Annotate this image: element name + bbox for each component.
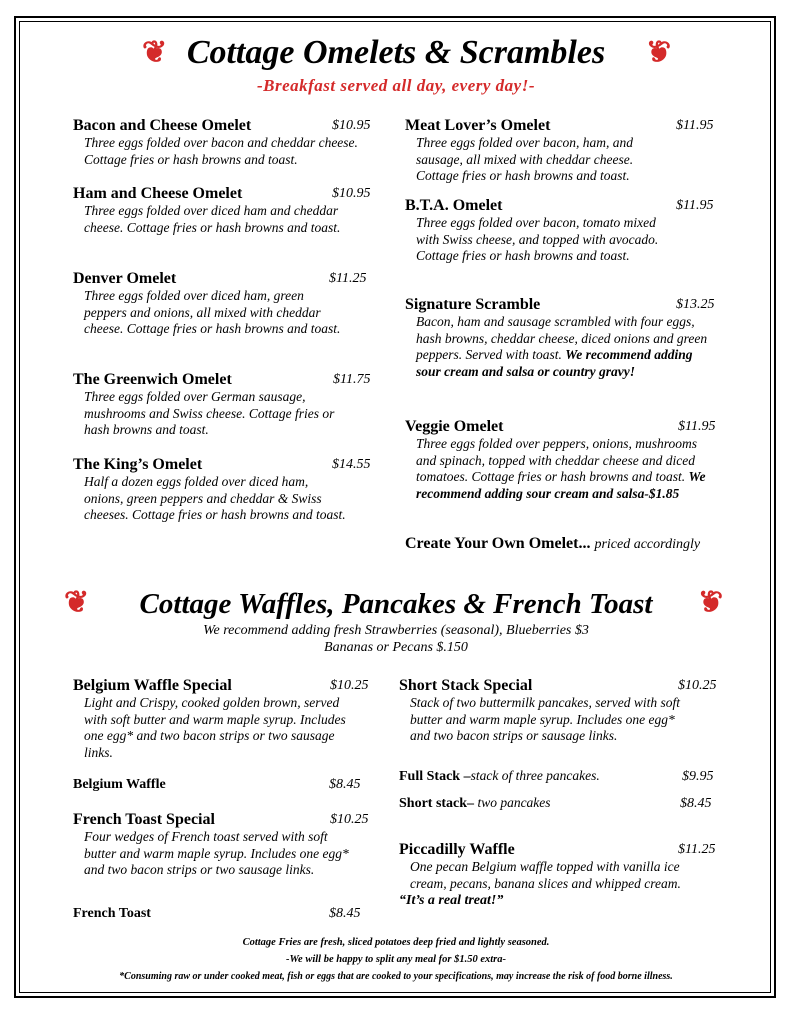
menu-item-denver-omelet	[73, 269, 373, 338]
item-description: Four wedges of French toast served with soft butter and warm maple syrup. Includes one egg* and two bacon strips or two sausage links.	[84, 829, 349, 878]
item-name: Veggie Omelet	[405, 418, 504, 435]
omelets-subtitle: -Breakfast served all day, every day!-	[256, 76, 535, 95]
item-price: $10.25	[330, 678, 369, 693]
item-price: $11.75	[333, 372, 371, 387]
menu-item-full-stack	[399, 767, 719, 786]
item-price: $11.95	[678, 419, 716, 434]
menu-item-signature-scramble	[405, 295, 720, 380]
item-description: Three eggs folded over bacon, tomato mixed with Swiss cheese, and topped with avocado. Cottage fries or hash browns and toast.	[416, 215, 659, 264]
swirl-ornament-left: ❦	[142, 36, 168, 69]
menu-item-ham-cheese-omelet	[73, 184, 373, 236]
item-price: $8.45	[329, 777, 361, 792]
item-price: $11.25	[329, 271, 367, 286]
item-inline-desc: two pancakes	[474, 795, 551, 810]
menu-item-french-toast-special	[73, 810, 373, 879]
item-price: $8.45	[680, 796, 712, 811]
item-price: $9.95	[682, 769, 714, 784]
item-name: Short Stack Special	[399, 677, 533, 694]
omelets-section-title: Cottage Omelets & Scrambles	[186, 34, 606, 71]
create-your-own-omelet	[405, 535, 700, 553]
item-price: $14.55	[332, 457, 371, 472]
item-description: Three eggs folded over bacon, ham, and sausage, all mixed with cheddar cheese. Cottage fries or hash browns and toast.	[416, 135, 634, 184]
item-price-note: priced accordingly	[594, 537, 701, 552]
item-name: Ham and Cheese Omelet	[73, 185, 243, 202]
menu-item-veggie-omelet	[405, 417, 720, 502]
waffles-section-title: Cottage Waffles, Pancakes & French Toast	[139, 588, 653, 620]
menu-item-french-toast	[73, 904, 373, 923]
item-inline-desc: stack of three pancakes.	[470, 768, 600, 783]
item-tagline: “It’s a real treat!”	[399, 893, 504, 909]
menu-item-short-stack-special	[399, 676, 719, 745]
item-name: Denver Omelet	[73, 270, 177, 287]
swirl-ornament-right: ❦	[698, 586, 724, 619]
item-name: Meat Lover’s Omelet	[405, 117, 551, 134]
item-name: Create Your Own Omelet...	[405, 535, 591, 552]
item-price: $11.95	[676, 198, 714, 213]
footer-split-meal-note: -We will be happy to split any meal for $1.50 extra-	[286, 954, 506, 965]
item-price: $8.45	[329, 906, 361, 921]
item-name: Belgium Waffle Special	[73, 677, 232, 694]
menu-item-bta-omelet	[405, 196, 720, 265]
item-description: Bacon, ham and sausage scrambled with four eggs, hash browns, cheddar cheese, diced onions and green peppers. Served with toast.	[416, 314, 708, 363]
swirl-ornament-right: ❦	[646, 36, 672, 69]
item-name: French Toast Special	[73, 811, 215, 828]
menu-item-meat-lovers-omelet	[405, 116, 720, 185]
menu-item-greenwich-omelet	[73, 370, 373, 439]
item-description: Three eggs folded over peppers, onions, mushrooms and spinach, topped with cheddar cheese and diced tomatoes. Cottage fries or hash browns and toast.	[416, 436, 697, 485]
item-name: Belgium Waffle	[73, 777, 166, 792]
item-recommendation: We recommend adding sour cream and salsa or country gravy!	[416, 347, 693, 379]
item-description: Three eggs folded over diced ham and cheddar cheese. Cottage fries or hash browns and toast.	[84, 203, 341, 235]
item-price: $11.25	[678, 842, 716, 857]
item-recommendation: We recommend adding sour cream and salsa-$1.85	[416, 469, 706, 501]
menu-item-bacon-cheese-omelet	[73, 116, 373, 168]
item-description: Three eggs folded over German sausage, mushrooms and Swiss cheese. Cottage fries or hash browns and toast.	[84, 389, 335, 438]
item-price: $13.25	[676, 297, 715, 312]
item-name: Piccadilly Waffle	[399, 841, 515, 858]
item-description: Light and Crispy, cooked golden brown, served with soft butter and warm maple syrup. Includes one egg* and two bacon strips or two sausage links.	[84, 695, 346, 760]
item-name: The King’s Omelet	[73, 456, 203, 473]
swirl-ornament-left: ❦	[64, 586, 90, 619]
item-description: Three eggs folded over bacon and cheddar cheese. Cottage fries or hash browns and toast.	[84, 135, 358, 167]
item-price: $10.25	[330, 812, 369, 827]
footer-health-warning: *Consuming raw or under cooked meat, fish or eggs that are cooked to your specifications, may increase the risk of food borne illness.	[119, 971, 673, 982]
item-description: One pecan Belgium waffle topped with vanilla ice cream, pecans, banana slices and whipped cream.	[410, 859, 681, 891]
item-description: Half a dozen eggs folded over diced ham, onions, green peppers and cheddar & Swiss cheeses. Cottage fries or hash browns and toast.	[84, 474, 346, 523]
menu-item-belgium-waffle-special	[73, 676, 373, 761]
item-name: Full Stack –	[399, 769, 471, 784]
menu-item-belgium-waffle	[73, 775, 373, 794]
item-price: $11.95	[676, 118, 714, 133]
item-name: Bacon and Cheese Omelet	[73, 117, 252, 134]
item-price: $10.25	[678, 678, 717, 693]
item-price: $10.95	[332, 118, 371, 133]
item-name: B.T.A. Omelet	[405, 197, 503, 214]
menu-item-short-stack	[399, 794, 719, 813]
item-description: Three eggs folded over diced ham, green peppers and onions, all mixed with cheddar cheese. Cottage fries or hash browns and toast.	[84, 288, 341, 337]
item-name: French Toast	[73, 906, 151, 921]
toppings-note-line2: Bananas or Pecans $.150	[324, 640, 468, 655]
footer-cottage-fries-note: Cottage Fries are fresh, sliced potatoes deep fried and lightly seasoned.	[242, 937, 550, 948]
item-description: Stack of two buttermilk pancakes, served with soft butter and warm maple syrup. Includes one egg* and two bacon strips or sausage links.	[410, 695, 680, 744]
menu-item-piccadilly-waffle	[399, 840, 719, 910]
item-name: The Greenwich Omelet	[73, 371, 232, 388]
menu-item-kings-omelet	[73, 455, 373, 524]
item-name: Signature Scramble	[405, 296, 541, 313]
toppings-note-line1: We recommend adding fresh Strawberries (seasonal), Blueberries $3	[203, 623, 589, 638]
item-price: $10.95	[332, 186, 371, 201]
item-name: Short stack–	[399, 796, 475, 811]
